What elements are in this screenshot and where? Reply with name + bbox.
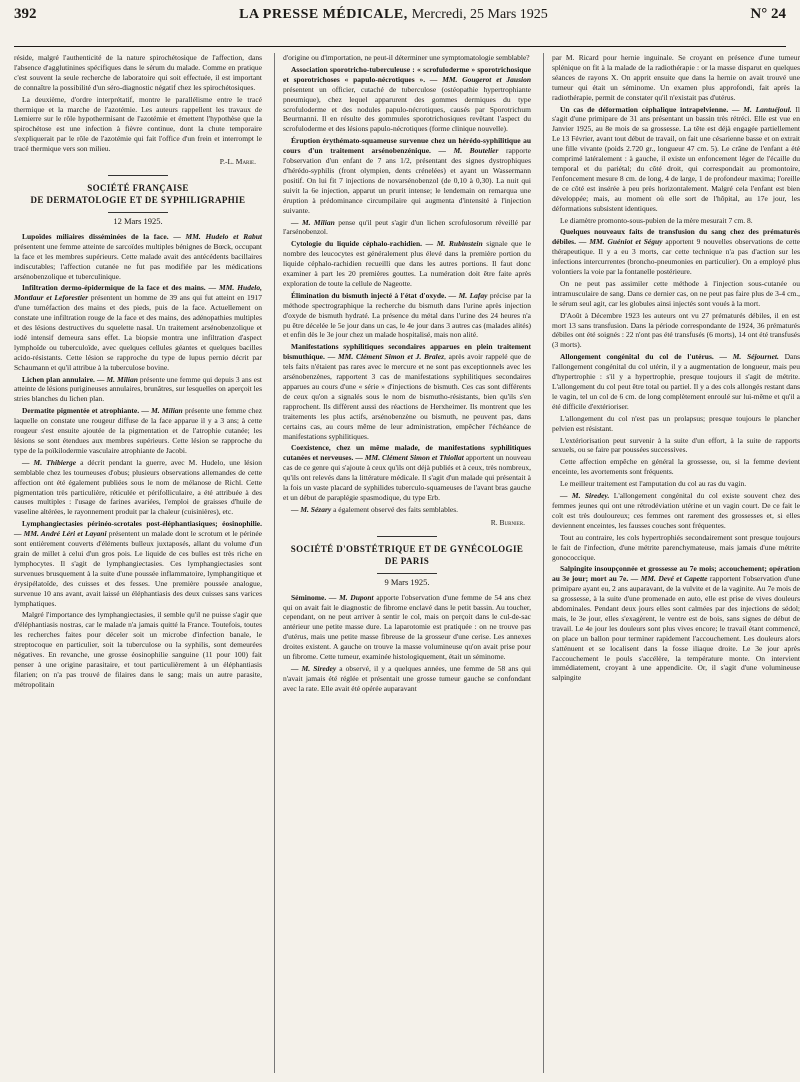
comment	[283, 218, 531, 238]
article-text: présentent un officier, cutaché de tuberculose (ostéopathie hypertrophiante pneumique), chez lequel apparurent des gommes dermiques du type scrofuloderme et des nodules papulo-nécrotiques, causés par Sporotrichum Beurmanni. Il en résulte des gommules sporotrichosiques revêtant l'aspect du scrofuloderme et des lésions papulo-nécrotiques (forme clinique nouvelle).	[283, 84, 531, 134]
article-text: Dans l'allongement congénital du col utérin, il y a augmentation de longueur, mais peu d'hypertrophie : s'il y a hypertrophie, presque toujours il s'agit de métrite. L'allongement du col peut être total ou partiel. Il y a des cols allongés restant dans le vagin, tel un col de 6 cm. de long complètement enroulé sur lui-même et qu'il a été difficile d'extérioriser.	[552, 352, 800, 411]
divider	[108, 212, 168, 213]
article-heading: Cytologie du liquide céphalo-rachidien.	[291, 239, 423, 249]
article-authors: — M. Boutelier	[438, 146, 499, 156]
article-authors: — MM. Gougerot et Jausion	[429, 74, 532, 84]
column-3	[543, 53, 800, 1073]
comment	[283, 664, 531, 694]
article-heading: Séminome.	[291, 592, 327, 602]
article	[552, 227, 800, 277]
article	[283, 239, 531, 289]
article-authors: — M. Lantuéjoul.	[732, 104, 792, 114]
article-authors: — M. Thibierge	[22, 457, 77, 467]
issue-date: Mercredi, 25 Mars 1925	[411, 7, 548, 22]
column-2	[274, 53, 531, 1073]
article	[14, 375, 262, 405]
article	[283, 65, 531, 134]
comment	[283, 505, 531, 515]
article-text: a décrit pendant la guerre, avec M. Hudelo, une lésion semblable chez les tourneuses d'obus; plusieurs observations allemandes de cette affection ont été également publiées sous le nom de mélanose de Richl. Cette pigmentation très particulière, réticulée et périfolliculaire, a été attribuée à des causes multiples : l'usage de farines avariées, l'emploi de graisses d'huile de vaseline altérées, le rayonnement produit par la chaleur (cuisinières), etc.	[14, 457, 262, 517]
society-heading	[14, 182, 262, 206]
article-heading: Un cas de déformation céphalique intrapelvienne.	[560, 104, 729, 114]
article-heading: Éruption érythémato-squameuse survenue chez un hérédo-syphilitique au cours d'un traitement arsénobenzénique.	[283, 136, 531, 156]
article-text: présentent un malade dont le scrotum et le périnée sont entièrement couverts d'éléments bulleux juxtaposés, allant du volume d'un grain de millet à celui d'un gros pois. Le liquide de ces bulles est très riche en lymphocytes. Il s'agit de lymphangiectasies. Ces lymphangiectasies sont survenues brusquement à la suite d'une poussée inflammatoire, lymphangitique et érysipélatoïde, des cuisses et des fesses. Une première poussée analogue, survenue 10 ans avant, avait laissé un éléphantiasis des deux cuisses sans varices lymphatiques.	[14, 529, 262, 608]
article-authors: — MM. Clément Simon et J. Bralez	[327, 352, 444, 362]
article-text: présente une femme chez laquelle on constate une rougeur diffuse de la face apparue il y a 3 ans; à cette rougeur s'est ensuite ajoutée de la pigmentation et de l'atrophie cutanée; les lésions se sont étendues aux membres supérieurs. Cette lésion se rapproche du type de la poïkilodermie vasculaire atrophiante de Jacobi.	[14, 406, 263, 455]
article	[14, 232, 262, 282]
article	[283, 136, 531, 215]
article	[283, 593, 531, 662]
article-authors: — M. Rubinstein	[425, 239, 483, 249]
article-text: rapporte l'observation d'un enfant de 7 ans 1/2, présentant des signes dystrophiques d'hérédo-syphilis (front olympien, dents crénelées) et ayant un Wassermann positif. On lui fit 7 injections de novarsénobenzol (de 0,10 à 0,30). La nuit qui suivit la 6e injection, apparut un prurit intense; le lendemain on remarqua une éruption à prédominance circumpilaire qui augmenta d'intensité à l'injection suivante.	[283, 146, 531, 215]
article-heading: Lupoïdes miliaires disséminées de la face.	[22, 231, 169, 241]
signature: R. Burnier.	[490, 517, 525, 527]
paragraph: Le meilleur traitement est l'amputation du col au ras du vagin.	[560, 479, 747, 489]
society-heading	[283, 543, 531, 567]
article	[283, 342, 531, 441]
article-heading: Élimination du bismuth injecté à l'état d'oxyde.	[291, 290, 447, 300]
article-text: précise par la méthode spectrographique la recherche du bismuth dans l'urine après injection d'oxyde de bismuth hydraté. La présence du métal dans l'urine des 24 heures n'a pu être décelée le 5e jour dans un cas, le 4e jour dans 3 autres cas (malades alités) et enfin dès le 3e jour chez un malade hospitalisé, mais non alité.	[283, 290, 532, 340]
article-text: présente une femme qui depuis 3 ans est atteinte de lésions purigineuses annulaires, brunâtres, sur lesquelles on aperçoit les stries blanches du lichen plan.	[14, 374, 263, 404]
article-authors: — MM. Hudelo et Rabut	[173, 231, 262, 241]
article-text: apporte l'observation d'une femme de 54 ans chez qui on avait fait le diagnostic de fibrome enclavé dans le petit bassin. Au toucher, cependant, on ne peut arriver à sentir le col, mais on perçoit dans le cul-de-sac antérieur une petite masse dure. La laparotomie est pratiquée : on ne trouve pas d'utérus, mais une petite masse fibreuse de la grosseur d'une cerise. Les annexes droites existent. A gauche on trouve la masse volumineuse qu'on avait prise pour un fibrome. Cette tumeur, examinée histologiquement, était un séminome.	[283, 592, 532, 662]
journal-name: LA PRESSE MÉDICALE,	[239, 7, 408, 22]
article-heading: Lichen plan annulaire.	[22, 374, 95, 384]
paragraph: D'Août à Décembre 1923 les auteurs ont vu 27 prématurés débiles, il en est mort 13 sans transfusion. Dans la période correspondante de 1924, 36 prématurés débiles ont été soignés : 22 n'ont pas été transfusés (6 morts), 14 ont été transfusés (3 morts).	[552, 310, 800, 350]
article	[283, 443, 531, 502]
paragraph: Malgré l'importance des lymphangiectasies, il semble qu'il ne puisse s'agir que d'éléphantiasis nostras, car le malade n'a jamais quitté la France. Toutefois, toutes les recherches faites pour déceler soit un microbe d'infection banale, le streptocoque en particulier, soit la tuberculose ou la syphilis, sont demeurées négatives. En revanche, une grosse éosinophilie sanguine (11 pour 100) fait penser à une origine parasitaire, et tout particulièrement à un éléphantiasis filarien; on n'a pas trouvé de filaires dans le sang; mais un autre parasite, métropolitain	[14, 610, 262, 689]
divider	[377, 536, 437, 537]
article-authors: — M. Siredey.	[560, 491, 610, 501]
session-date: 9 Mars 1925.	[384, 576, 430, 587]
article-heading: Infiltration dermo-épidermique de la face et des mains.	[22, 283, 206, 293]
divider	[108, 175, 168, 176]
column-1	[14, 53, 262, 1073]
article	[14, 519, 262, 608]
article-heading: Lymphangiectasies périnéo-scrotales post-éléphantiasiques; éosinophilie.	[22, 519, 262, 529]
article	[552, 352, 800, 411]
article-text: Il s'agit d'une primipare de 31 ans présentant un bassin très rétréci. Elle est vue en Janvier 1925, au 8e mois de sa grossesse. La tête est déjà engagée partiellement Le 13 Février, avant tout début de travail, on fait une césarienne basse et on extrait une fille vivante (poids 2.720 gr., longueur 47 cm. 5). Le crâne de l'enfant a été comprimé latéralement : à gauche, il existe un enfoncement léger de l'écaille du temporal et du pariétal; du côté droit, qui correspondait au promontoire, l'enfoncement mesure 8 cm. de long, 4 de large, 1 de profondeur maxima; l'oreille de ce côté est insérée à peu près horizontalement. Malgré cela l'enfant est bien développée; mais, au moment où elle sort de l'hôpital, au 17e jour, les déformations subsistent identiques.	[552, 104, 800, 213]
article-text: apportent 9 nouvelles observations de cette thérapeutique. Il y a eu 3 morts, car cette technique n'a pas d'action sur les infections intercurrentes (broncho-pneumonies en particulier). On a employé plus volontiers la voie par la fontanelle postérieure.	[552, 237, 800, 277]
paragraph: On ne peut pas assimiler cette méthode à l'injection sous-cutanée ou intramusculaire de sang. Dans ce dernier cas, on ne peut pas faire plus de 3-4 cm., le sérum seul agit, car les globules ainsi injectés sont voués à la mort.	[552, 278, 800, 308]
paragraph: L'allongement du col n'est pas un prolapsus; presque toujours le plancher pelvien est résistant.	[552, 413, 800, 433]
article-heading: Salpingite insoupçonnée et grossesse au 7e mois; accouchement; opération au 3e jour; mort au 7e.	[552, 564, 800, 584]
society-heading-line: SOCIÉTÉ D'OBSTÉTRIQUE ET DE GYNÉCOLOGIE	[290, 543, 524, 554]
article-text: a observé, il y a quelques années, une femme de 58 ans qui n'avait jamais été réglée et présentait une grosse tumeur gauche se confondant avec la rate. Elle avait été opérée auparavant	[283, 663, 531, 693]
paragraph: Tout au contraire, les cols hypertrophiés secondairement sont presque toujours le fait de l'infection, d'une métrite parenchymateuse, mais jamais d'une métrite gonococcique.	[552, 532, 800, 562]
article-text: rapportent l'observation d'une primipare ayant eu, 2 ans auparavant, de la vulvite et de la vaginite. Au 7e mois de sa grossesse, à la suite d'une promenade en auto, elle est prise de vives douleurs abdominales. Pendant deux jours elles sont calmées par des injections de sédol; mais, le 3e jour, elles s'exagèrent, le ventre est de bois, sans signes de début de travail. Le 4e jour les douleurs sont plus vives encore; le travail étant commencé, on place un ballon pour terminer rapidement l'accouchement. Les douleurs alors s'atténuent et se localisent dans la fosse iliaque droite. Le 3e jour après l'accouchement le pouls s'accélère, la température monte. On intervient immédiatement, croyant à une appendicite. Or, il s'agit d'une volumineuse salpingite	[552, 574, 800, 683]
paragraph: d'origine ou d'importation, ne peut-il déterminer une symptomatologie semblable?	[283, 53, 530, 62]
article-heading: Dermatite pigmentée et atrophiante.	[22, 406, 140, 416]
society-heading-line: SOCIÉTÉ FRANÇAISE	[87, 182, 189, 193]
article-heading: Manifestations syphilitiques secondaires apparues en plein traitement bismuthique.	[283, 342, 531, 362]
article-text: signale que le nombre des leucocytes est généralement plus élevé dans la première portion du liquide céphalo-rachidien recueilli que dans les autres portions. Il faut donc examiner à part les 20 premières gouttes. La numération doit être faite après exploration de toute la cellule de Nageotte.	[283, 239, 531, 288]
paragraph: par M. Ricard pour hernie inguinale. Se croyant en présence d'une tumeur splénique on fit à la malade de la radiothérapie : or la masse disparut en quelques séances de rayons X. On apprit ensuite que dans la hernie on avait trouvé une tumeur qui était un séminome. Un examen plus approfondi, fait après la radiothérapie, permit de constater qu'il n'existait pas d'utérus.	[552, 53, 800, 102]
article-authors: — MM. Guéniot et Séguy	[578, 237, 663, 247]
article-text: a également observé des faits semblables.	[331, 504, 459, 514]
article-authors: — MM. Hudelo, Montlaur et Leforestier	[14, 283, 262, 303]
article-text: présentent une femme atteinte de sarcoïdes multiples bénignes de Bœck, occupant la face et les membres supérieurs. Cette malade avait des antécédents bacillaires indiscutables; l'affection cutanée ne fut pas modifiée par les médications arsénobenzolique et tuberculinique.	[14, 241, 262, 281]
comment	[14, 458, 262, 517]
article	[552, 564, 800, 683]
article-text: pense qu'il peut s'agir d'un lichen scrofulosorum réveillé par l'arsénobenzol.	[283, 217, 531, 237]
page-number: 392	[14, 6, 37, 22]
article-authors: — MM. André Léri et Layani	[14, 529, 107, 539]
article	[552, 105, 800, 214]
society-heading-line: DE PARIS	[384, 555, 430, 566]
article-text: apportent un nouveau cas de ce genre qui s'ajoute à ceux qu'ils ont déjà publiés et à ceux, très nombreux, qu'ils ont relevés dans la littérature médicale. Il s'agit d'un malade qui présentait à la fois un vaste placard de syphilides tuberculo-squameuses de l'avant bras gauche et un début de paraplégie spasmodique, du type Erb.	[283, 453, 532, 502]
paragraph: réside, malgré l'authenticité de la nature spirochétosique de l'affection, dans l'absence d'agglutinines spécifiques dans le sérum du malade. Comme en pratique c'est souvent la seule recherche de laboratoire qui soit effectuée, il est important de connaître la possibilité d'un séro-diagnostic négatif chez les spirochétosiques.	[14, 53, 262, 92]
article	[14, 283, 262, 372]
article	[283, 291, 531, 341]
paragraph: Cette affection empêche en général la grossesse, ou, si la femme devient enceinte, les avortements sont fréquents.	[552, 457, 800, 477]
session-date: 12 Mars 1925.	[113, 215, 163, 226]
article-authors: — MM. Devé et Capette	[630, 574, 708, 584]
paragraph: Le diamètre promonto-sous-pubien de la mère mesurait 7 cm. 8.	[560, 215, 753, 225]
article-authors: — M. Milian	[96, 374, 138, 384]
paragraph: La deuxième, d'ordre interprétatif, montre le parallélisme entre le tracé thermique et la marche de l'azotémie. Les auteurs rappellent les travaux de Lemierre sur le rôle hypothermisant de l'azotémie et émettent l'hypothèse que la spirochétose est une infection à fièvre continue, dont la chute temporaire s'expliquerait par le rôle de l'azotémie qui fait l'office d'un frein et interrompt le tracé thermique vers son milieu.	[14, 94, 262, 154]
article-authors: — M. Sézary	[291, 504, 332, 514]
article-authors: — M. Milian	[291, 217, 335, 227]
article-text: , après avoir rappelé que de tels faits n'étaient pas rares avec le mercure et ne sont pas exceptionnels avec les arsénobenzènes, rapportent 3 cas de manifestations syphilitiques secondaires apparues au cours d'une « série » d'injections de bismuth. Ces cas sont différents de ceux qu'on a signalés sous le nom de bismutho-résistants, bien qu'ils s'en rapprochent. Ils diffèrent aussi des réactions de Herxheimer. Ils montrent que les traitements les plus actifs, arsénobenzène ou bismuth, ne peuvent pas, dans certains cas, au cours même de leur administration, empêcher l'échéance de manifestations syphilitiques.	[283, 352, 531, 441]
issue-number: N° 24	[750, 6, 786, 22]
article-authors: — M. Lafay	[448, 290, 488, 300]
columns	[14, 53, 800, 1073]
paragraph: L'extériorisation peut survenir à la suite d'un effort, à la suite de rapports sexuels, ou se faire par poussées successives.	[552, 435, 800, 455]
article-authors: — MM. Clément Simon et Thiollat	[355, 453, 464, 463]
article-text: L'allongement congénital du col existe souvent chez des femmes jeunes qui ont une rétrodéviation utérine et un vagin court. De ce fait le coït est très douloureux; ces femmes ont rarement des grossesses et, si elles deviennent enceintes, les fausses couches sont fréquentes.	[552, 491, 800, 530]
article-heading: Quelques nouveaux faits de transfusion du sang chez des prématurés débiles.	[552, 227, 800, 247]
article-authors: — M. Siredey	[291, 663, 337, 673]
article-text: présentent un homme de 39 ans qui fut atteint en 1917 d'une tuméfaction des mains et des pieds, puis de la face. Actuellement on constate une infiltration rouge de la face et des mains, des adénopathies multiples et des lésions destructives du squelette nasal. Un traitement arsénobenzolique et iodé intensif demeura sans effet. La biopsie montra une infiltration d'aspect lymphoïde ou tuberculoïde, avec quelques cellules géantes et quelques bacilles acido-résistants. Cette lésion se rapproche du type de lupus pernio décrit par Schaumann et qu'il attribue à la tuberculose bovine.	[14, 293, 262, 372]
article-authors: — M. Dupont	[328, 592, 374, 602]
article	[14, 406, 262, 456]
journal-title	[239, 7, 548, 23]
article-heading: Coexistence, chez un même malade, de manifestations syphilitiques cutanées et nerveuses.	[283, 443, 531, 463]
page-header	[14, 6, 786, 47]
article-authors: — M. Séjournet.	[719, 352, 779, 362]
divider	[377, 573, 437, 574]
society-heading-line: DE DERMATOLOGIE ET DE SYPHILIGRAPHIE	[30, 194, 246, 205]
article-authors: — M. Milian	[141, 406, 183, 416]
article-heading: Association sporotricho-tuberculeuse : « scrofuloderme » sporotrichosique et sporotrichoses « papulo-nécrotiques ».	[283, 64, 531, 84]
comment	[552, 491, 800, 531]
article-heading: Allongement congénital du col de l'utérus.	[560, 352, 714, 362]
signature: P.-L. Marie.	[219, 157, 256, 167]
